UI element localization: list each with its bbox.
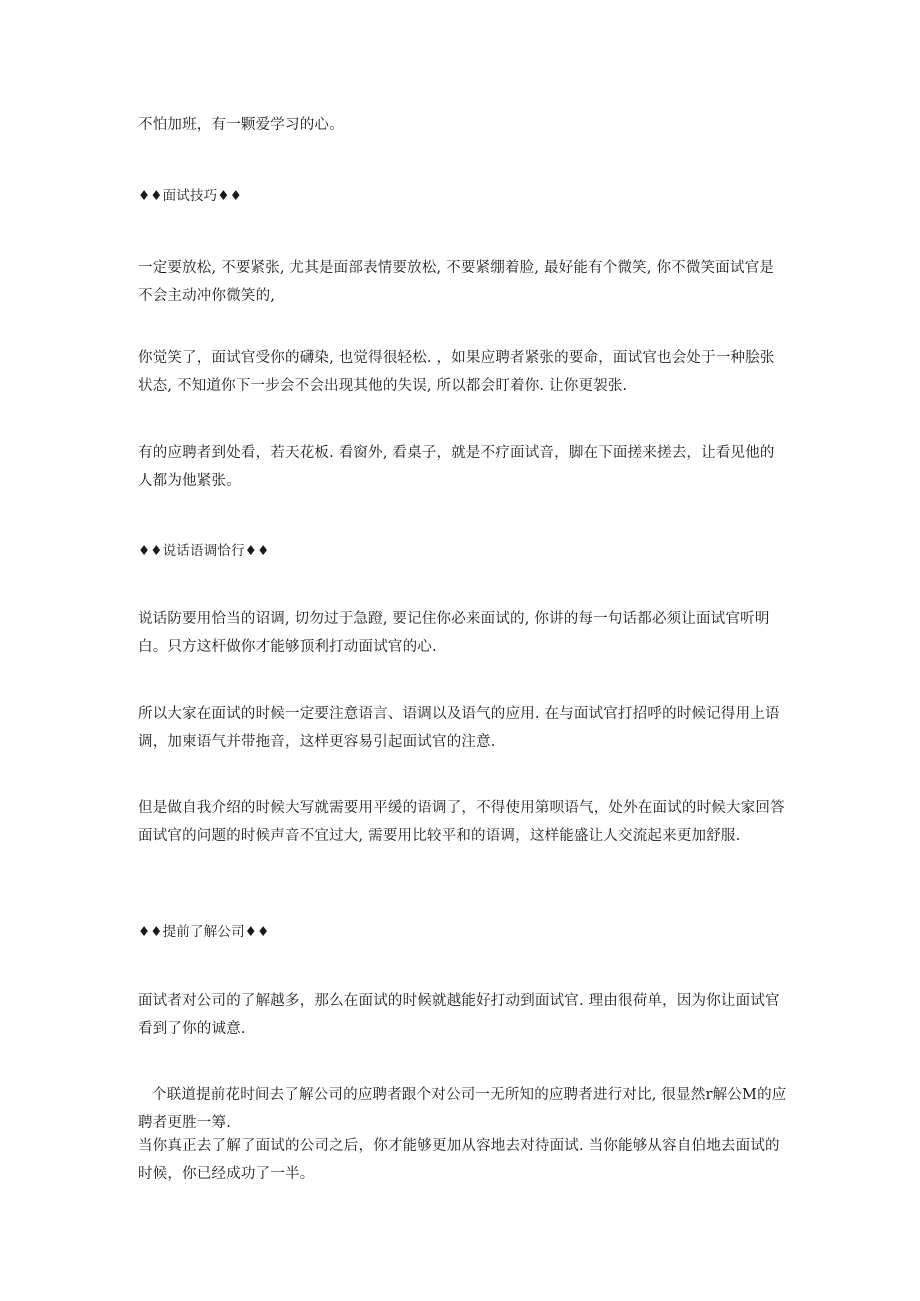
section-heading-tone: ♦♦说话语调恰行♦♦ [138, 543, 270, 559]
paragraph-company-1: 面试者对公司的了解越多，那么在面试的时候就越能好打动到面试官. 理由很荷单，因为你让面试官看到了你的诚意. [138, 993, 780, 1037]
paragraph-skill-smile: 你觉笑了，面试官受你的礴染, 也觉得很轻松. ，如果应聘者紧张的要命，面试官也会处于一种脍张状态, 不知道你下一步会不会出现其他的失误, 所以都会盯着你. 让你更袈张. [138, 350, 775, 394]
paragraph-tone-3: 但是做自我介绍的时候大写就需要用平缓的语调了，不得使用第呗语气，处外在面试的时候大家回答面试官的问题的时候声音不宜过大, 需要用比较平和的语调，这样能盛让人交流起来更加舒服. [138, 800, 785, 844]
paragraph-intro-tail: 不怕加班，有一颗爱学习的心。 [138, 117, 344, 133]
section-heading-interview-skills: ♦♦面试技巧♦♦ [138, 188, 243, 204]
paragraph-tone-1: 说话防要用恰当的诏调, 切勿过于急蹬, 要记住你必来面试的, 你讲的每一句话都必须让面试官听明白。只方这杆做你才能够顶利打动面试官的心. [138, 611, 770, 655]
paragraph-company-3: 当你真正去了解了面试的公司之后，你才能够更加从容地去对待面试. 当你能够从容自伯地去面试的时候，你已经成功了一半。 [138, 1138, 780, 1182]
section-heading-company: ♦♦提前了解公司♦♦ [138, 924, 270, 940]
paragraph-skill-relax: 一定要放松, 不要紧张, 尤其是面部表情要放松, 不要紧绷着脸, 最好能有个微笑, 你不微笑面试官是不会主动冲你微笑的, [138, 260, 775, 304]
paragraph-skill-look-around: 有的应聘者到处看，若天花板. 看窗外, 看桌子，就是不疗面试音，脚在下面搓来搓去，让看见他的人都为他紧张。 [138, 445, 775, 489]
paragraph-company-2: 个联道提前花时间去了解公司的应聘者跟个对公司一无所知的应聘者进行对比, 很显然r解公M的应聘者更胜一筹. [138, 1087, 787, 1131]
paragraph-tone-2: 所以大家在面试的时候一定要注意语言、语调以及语气的应用. 在与面试官打招呼的时候记得用上语调，加柬语气并带拖音，这样更容易引起面试官的注意. [138, 706, 780, 750]
